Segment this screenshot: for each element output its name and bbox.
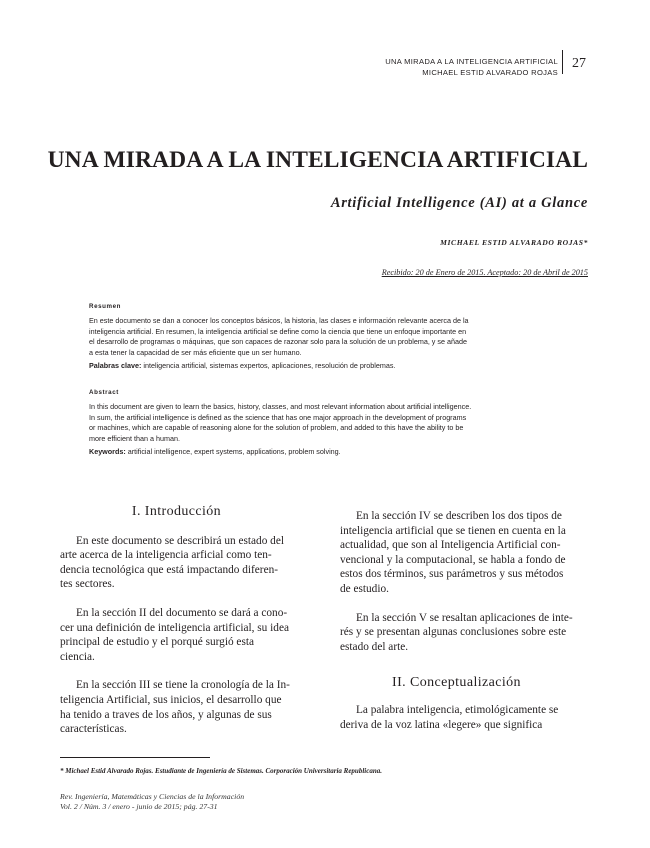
article-title: UNA MIRADA A LA INTELIGENCIA ARTIFICIAL <box>47 147 588 173</box>
paragraph-line: cer una definición de inteligencia artificial, su idea <box>60 621 289 634</box>
paragraph-line: En la sección IV se describen los dos tipos de <box>356 510 562 522</box>
paragraph <box>340 611 573 655</box>
paragraph <box>60 678 293 736</box>
paragraph-line: inteligencia artificial que se tienen en cuenta en la <box>340 524 566 537</box>
paragraph-line: estado del arte. <box>340 640 409 653</box>
resumen-line: a esta tener la capacidad de ser más eficiente que un ser humano. <box>89 347 302 357</box>
paragraph-line: vencional y la computacional, se habla a fondo de <box>340 553 566 566</box>
received-dates: Recibido: 20 de Enero de 2015. Aceptado: 20 de Abril de 2015 <box>381 268 588 277</box>
abstract-line: In this document are given to learn the basics, history, classes, and most relevant information about artificial intelligence. <box>89 402 472 411</box>
paragraph-line: En la sección V se resaltan aplicaciones de inte- <box>356 611 573 624</box>
running-head-author: MICHAEL ESTID ALVARADO ROJAS <box>422 67 558 77</box>
abstract-keywords-text: artificial intelligence, expert systems, applications, problem solving. <box>127 447 341 456</box>
paragraph-line: tes sectores. <box>60 578 115 591</box>
paragraph <box>340 509 573 597</box>
paragraph <box>340 703 573 732</box>
section-heading-introduccion: I. Introducción <box>131 504 222 519</box>
running-head-title: UNA MIRADA A LA INTELIGENCIA ARTIFICIAL <box>385 57 558 66</box>
paragraph-line: En la sección II del documento se dará a cono- <box>76 606 288 619</box>
paragraph-line: de estudio. <box>340 582 389 595</box>
footnote-divider <box>60 757 210 758</box>
journal-footer <box>60 792 244 812</box>
article-subtitle: Artificial Intelligence (AI) at a Glance <box>330 195 588 211</box>
resumen-line: el desarrollo de programas o máquinas, que son capaces de razonar solo para la solución de un problema, y se añade <box>89 337 467 346</box>
resumen-keywords-label: Palabras clave: <box>89 361 142 370</box>
abstract-section <box>89 389 589 458</box>
section-heading-conceptualizacion: II. Conceptualización <box>392 675 521 691</box>
footnote: * Michael Estid Alvarado Rojas. Estudiante de Ingeniería de Sistemas. Corporación Universitaria Republicana. <box>60 767 382 775</box>
paragraph-line: principal de estudio y el porqué surgió esta <box>60 636 254 649</box>
article-author: MICHAEL ESTID ALVARADO ROJAS* <box>440 238 588 247</box>
journal-footer-line: Rev. Ingeniería, Matemáticas y Ciencias de la Información <box>60 792 245 801</box>
abstract-body <box>89 402 589 444</box>
running-head <box>385 57 558 78</box>
paragraph-line: rés y se presentan algunas conclusiones sobre este <box>340 626 567 639</box>
left-column <box>60 505 293 737</box>
resumen-line: inteligencia artificial. En resumen, la inteligencia artificial se define como la ciencia que tiene un enfoque importante en <box>89 326 467 336</box>
resumen-section <box>89 303 589 372</box>
abstract-keywords-label: Keywords: <box>89 447 126 456</box>
paragraph-line: actualidad, que son al Inteligencia Artificial con- <box>340 539 561 552</box>
running-head-divider <box>562 50 563 74</box>
paragraph-line: En la sección III se tiene la cronología de la In- <box>76 679 290 692</box>
paragraph <box>60 534 293 592</box>
abstract-line: more efficient than a human. <box>89 433 180 443</box>
paragraph-line: características. <box>60 723 127 736</box>
paragraph-line: arte acerca de la inteligencia arficial como ten- <box>60 549 272 562</box>
paragraph-line: En este documento se describirá un estado del <box>76 534 284 547</box>
paragraph-line: deriva de la voz latina «legere» que significa <box>340 718 543 731</box>
resumen-keywords-text: inteligencia artificial, sistemas expertos, aplicaciones, resolución de problemas. <box>143 361 396 370</box>
journal-footer-line: Vol. 2 / Núm. 3 / enero - junio de 2015; pág. 27-31 <box>60 802 218 811</box>
paragraph-line: ciencia. <box>60 650 95 663</box>
right-column <box>340 509 573 732</box>
resumen-heading: Resumen <box>89 303 122 310</box>
abstract-line: In sum, the artificial intelligence is defined as the science that has one major approach in the development of programs <box>89 412 467 422</box>
paragraph-line: teligencia Artificial, sus inicios, el desarrollo que <box>60 693 282 706</box>
paragraph-line: ha tenido a traves de los años, y algunas de sus <box>60 708 272 721</box>
paragraph-line: La palabra inteligencia, etimológicamente se <box>356 703 559 716</box>
abstract-heading: Abstract <box>89 389 119 396</box>
resumen-line: En este documento se dan a conocer los conceptos básicos, la historia, las clases e información relevante acerca de la <box>89 316 469 325</box>
resumen-keywords <box>89 361 589 372</box>
abstract-keywords <box>89 447 589 458</box>
resumen-body <box>89 316 589 358</box>
paragraph-line: estos dos términos, sus parámetros y sus métodos <box>340 568 564 581</box>
paragraph <box>60 606 293 664</box>
abstract-line: or machines, which are capable of reasoning alone for the solution of problem, and added to this have the ability to be <box>89 423 464 432</box>
page-number: 27 <box>572 56 586 71</box>
paragraph-line: dencia tecnológica que está impactando diferen- <box>60 563 278 576</box>
